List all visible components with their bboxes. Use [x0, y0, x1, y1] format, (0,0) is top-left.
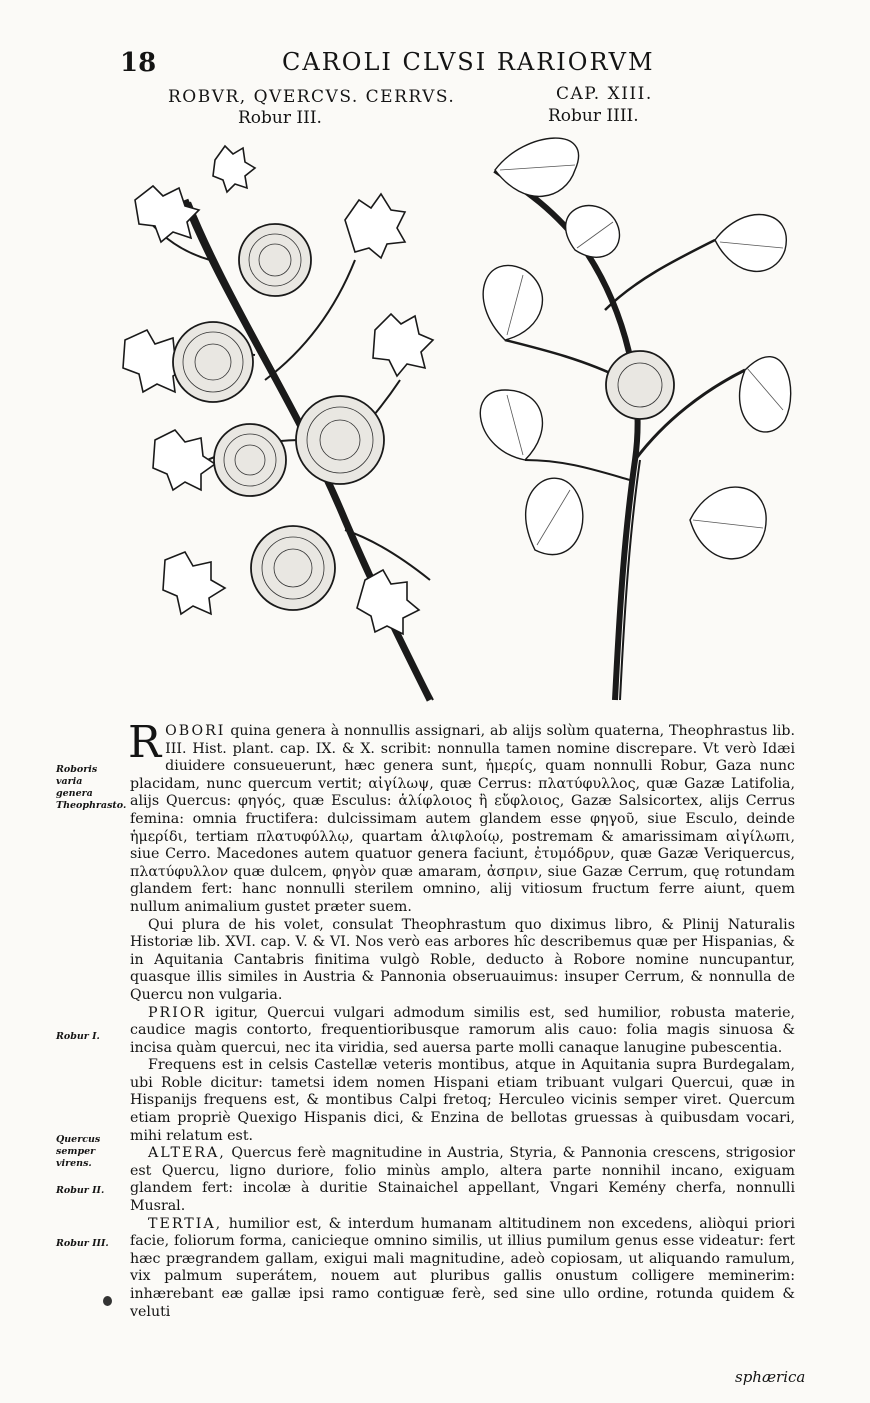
left-woodcut-illustration	[115, 140, 450, 710]
drop-capital: R	[128, 717, 162, 768]
right-woodcut-illustration	[465, 130, 795, 710]
ink-speck	[103, 1296, 112, 1306]
left-plate-caption: ROBVR, QVERCVS. CERRVS.	[168, 87, 456, 107]
paragraph-prior	[130, 1005, 795, 1058]
lead-word: PRIOR	[148, 1004, 207, 1021]
left-plate-label: Robur III.	[238, 108, 322, 128]
paragraph-tertia	[130, 1216, 795, 1322]
right-plate-label: Robur IIII.	[548, 106, 639, 126]
paragraph-qui-plura: Qui plura de his volet, consulat Theophrastum quo diximus libro, & Plinij Naturalis Historiæ lib. XVI. cap. V. & VI. Nos verò eas arbores hîc describemus quæ per Hispanias, & in Aquitania Cantabris finitima vulgò Roble, deducto à Robore nomine nuncupantur, quasque illis similes in Austria & Pannonia obseruauimus: insuper Cerrum, & nonnulla de Quercu non vulgaria.	[130, 916, 795, 1003]
running-title: CAROLI CLVSI RARIORVM	[282, 48, 655, 76]
page-number: 18	[120, 48, 157, 78]
paragraph-frequens: Frequens est in celsis Castellæ veteris montibus, atque in Aquitania supra Burdegalam, ubi Roble dicitur: tametsi idem nomen Hispani etiam tribuant vulgari Quercui, quæ in Hispanijs frequens est, & montibus Calpi fretoq; Herculeo vicinis semper viret. Quercum etiam propriè Quexigo Hispanis dici, & Enzina de bellotas gruessas à quibusdam vocari, mihi relatum est.	[130, 1057, 795, 1144]
paragraph-text: quina genera à nonnullis assignari, ab alijs solùm quaterna, Theophrastus lib. III. Hist. plant. cap. IX. & X. scribit: nonnulla tamen nomine discrepare. Vt verò Idæi diuidere consueuerunt, hæc genera sunt, ἡμερίς, quam nonnulli Robur, Gaza nunc placidam, nunc quercum vertit; αἰγίλωψ, quæ Cerrus: πλατύφυλλος, quæ Gazæ Latifolia, alijs Quercus: φηγός, quæ Esculus: ἁλίφλοιος ἢ εὔφλοιος, Gazæ Salsicortex, alijs Cerrus femina: omnia fructifera: dulcissimam autem glandem esse φηγοῦ, siue Esculo, deinde ἡμερίδι, tertiam πλατυφύλλῳ, quartam ἁλιφλοίῳ, postremam & amarissimam αἰγίλωπι, siue Cerro. Macedones autem quatuor genera faciunt, ἐτυμόδρυν, quæ Gazæ Veriquercus, πλατύφυλλον quæ dulcem, φηγὸν quæ amaram, ἀσπριν, siue Gazæ Cerrum, quę rotundam glandem fert: hanc nonnulli sterilem omnino, alij vitiosum fructum ferre aiunt, quem nullum animalium gustet præter suem.	[130, 723, 795, 915]
margin-note-robur-2: Robur II.	[56, 1185, 105, 1196]
paragraph-robori	[128, 717, 795, 917]
lead-word: ALTERA,	[148, 1145, 226, 1162]
margin-note-robur-3: Robur III.	[56, 1238, 109, 1249]
lead-word: TERTIA,	[148, 1215, 223, 1232]
main-text	[128, 717, 796, 1321]
lead-word: OBORI	[165, 723, 226, 739]
paragraph-altera	[130, 1145, 795, 1215]
margin-note-robur-1: Robur I.	[56, 1031, 100, 1042]
margin-note-varia-genera: Roboris varia genera Theophrasto.	[56, 764, 127, 811]
catchword: sphærica	[735, 1368, 806, 1386]
right-plate-caption: CAP. XIII.	[556, 84, 653, 104]
paragraph-text: Quercus ferè magnitudine in Austria, Styria, & Pannonia crescens, strigosior est Quercu, ligno duriore, folio minùs amplo, altera parte nonnihil incano, exiguam glandem fert: incolæ à duritie Stainaichel appellant, Vngari Kemény cherfa, nonnulli Musral.	[130, 1145, 796, 1215]
margin-note-quercus-semper-virens: Quercus semper virens.	[56, 1134, 101, 1169]
paragraph-text: igitur, Quercui vulgari admodum similis est, sed humilior, robusta materie, caudice magis contorto, frequentioribusque ramorum alis cauo: folia magis sinuosa & incisa quàm quercui, nec ita viridia, sed auersa parte molli canaque lanugine pubescentia.	[130, 1004, 795, 1056]
paragraph-text: humilior est, & interdum humanam altitudinem non excedens, aliòqui priori facie, foliorum forma, canicieque omnino similis, ut illius pumilum genus esse videatur: fert hæc prægrandem gallam, exigui mali magnitudine, adeò copiosam, ut aliquando ramulum, vix palmum superátem, nouem aut pluribus gallis onustum colligere meminerim: inhærebant eæ gallæ ipsi ramo contiguæ ferè, sed sine ullo ordine, rotunda quidem & veluti	[130, 1215, 795, 1320]
